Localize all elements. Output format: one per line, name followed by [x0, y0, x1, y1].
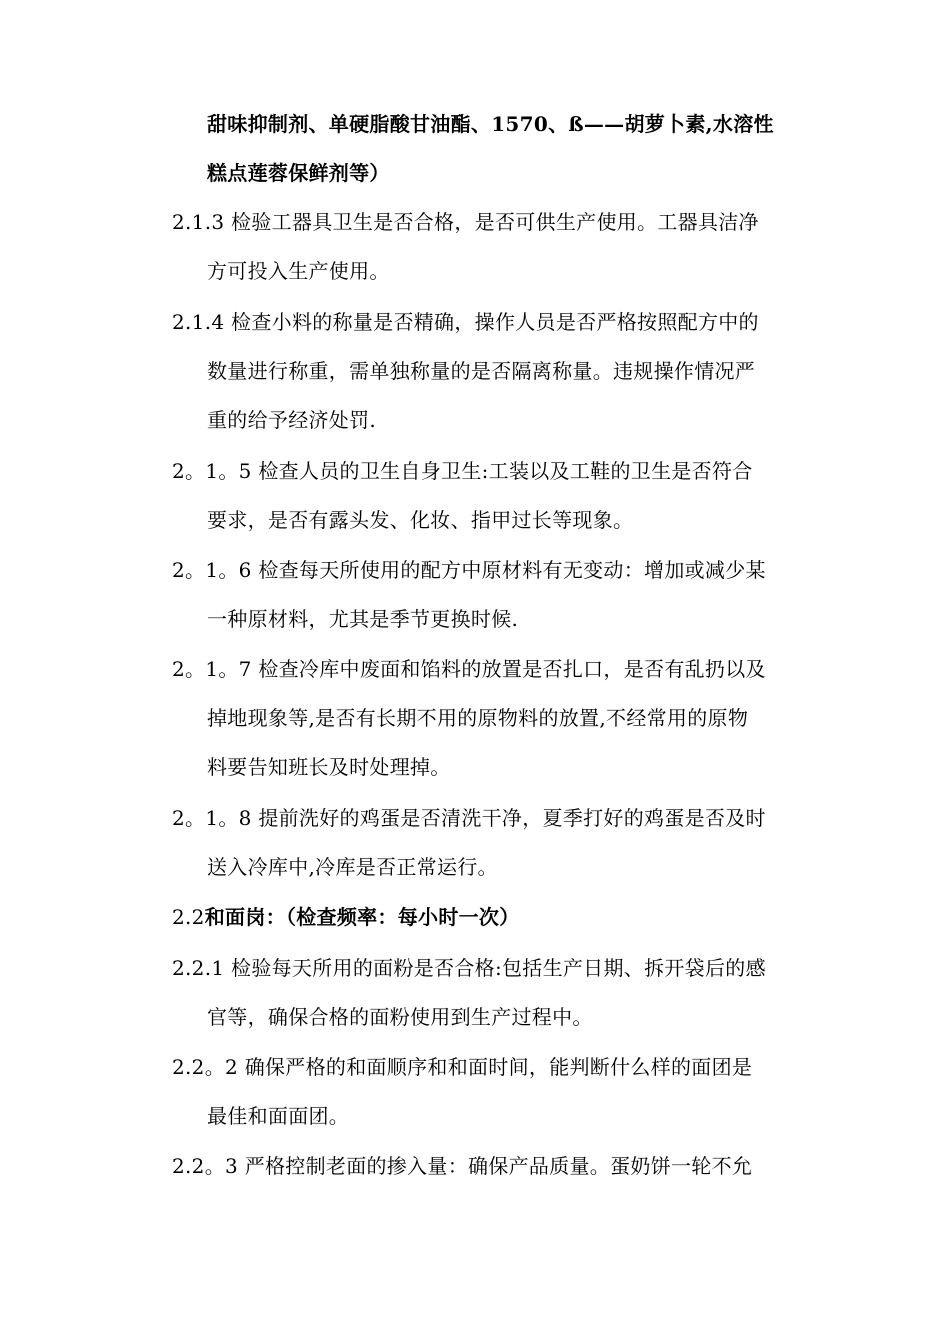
text-line: 2.1.3 检验工器具卫生是否合格，是否可供生产使用。工器具洁净 — [172, 210, 759, 234]
text-line: 糕点莲蓉保鲜剂等） — [207, 161, 390, 185]
section-number: 2.2 — [172, 905, 205, 929]
text-line: 数量进行称重，需单独称量的是否隔离称量。违规操作情况严 — [207, 359, 756, 383]
text-line: 2.1.4 检查小料的称量是否精确，操作人员是否严格按照配方中的 — [172, 310, 759, 334]
text-line: 2。1。5 检查人员的卫生自身卫生:工装以及工鞋的卫生是否符合 — [172, 459, 753, 483]
text-line: 送入冷库中,冷库是否正常运行。 — [207, 855, 498, 879]
text-line: 重的给予经济处罚. — [207, 408, 377, 432]
text-line: 2.2。3 严格控制老面的掺入量：确保产品质量。蛋奶饼一轮不允 — [172, 1154, 753, 1178]
text-line: 一种原材料，尤其是季节更换时候. — [207, 607, 519, 631]
text-line: 方可投入生产使用。 — [207, 259, 390, 283]
text-line: 料要告知班长及时处理掉。 — [207, 755, 451, 779]
text-line: 官等，确保合格的面粉使用到生产过程中。 — [207, 1005, 593, 1029]
text-line: 要求，是否有露头发、化妆、指甲过长等现象。 — [207, 508, 634, 532]
text-line: 甜味抑制剂、单硬脂酸甘油酯、1570、ß——胡萝卜素,水溶性 — [207, 112, 774, 136]
text-line: 掉地现象等,是否有长期不用的原物料的放置,不经常用的原物 — [207, 706, 749, 730]
text-line: 2。1。8 提前洗好的鸡蛋是否清洗干净，夏季打好的鸡蛋是否及时 — [172, 806, 766, 830]
section-heading — [172, 905, 520, 929]
text-line: 2.2。2 确保严格的和面顺序和和面时间，能判断什么样的面团是 — [172, 1055, 753, 1079]
text-line: 最佳和面面团。 — [207, 1104, 350, 1128]
section-title: 和面岗：（检查频率：每小时一次） — [204, 905, 520, 929]
text-line: 2。1。6 检查每天所使用的配方中原材料有无变动：增加或减少某 — [172, 558, 766, 582]
text-line: 2。1。7 检查冷库中废面和馅料的放置是否扎口，是否有乱扔以及 — [172, 657, 766, 681]
text-line: 2.2.1 检验每天所用的面粉是否合格:包括生产日期、拆开袋后的感 — [172, 956, 766, 980]
